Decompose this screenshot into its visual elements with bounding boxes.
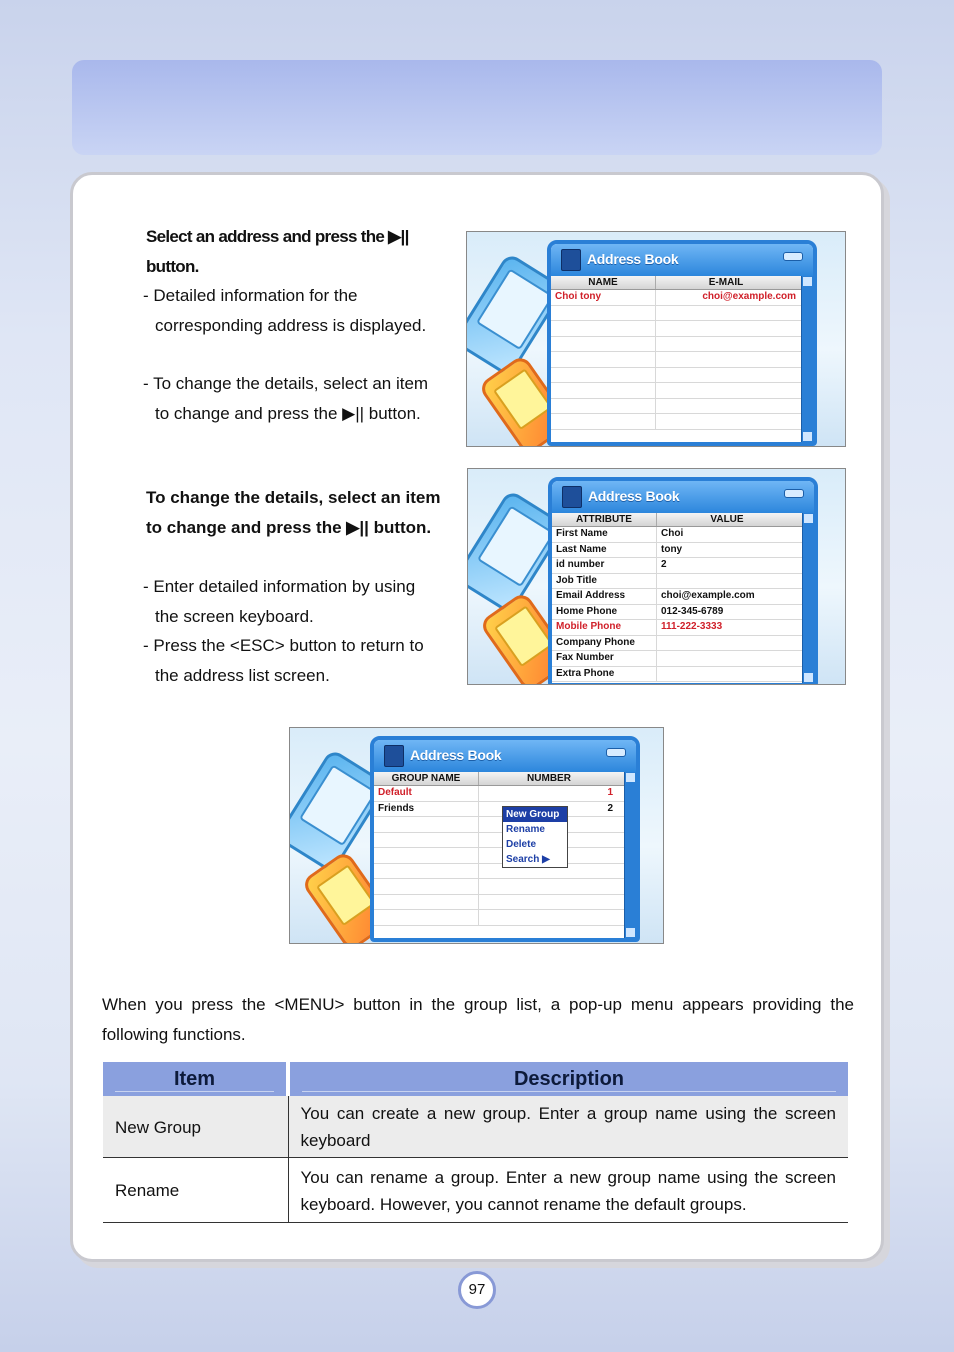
- step-heading-1: Select an address and press the ▶|| button.: [146, 227, 409, 276]
- attribute-cell: Last Name: [552, 543, 657, 558]
- address-book-icon: [562, 486, 582, 508]
- table-row: [103, 1096, 848, 1158]
- intro-paragraph: When you press the <MENU> button in the group list, a pop-up menu appears providing the following functions.: [102, 995, 854, 1044]
- group-popup-menu: [502, 806, 568, 868]
- address-list-screenshot: [466, 231, 846, 447]
- window-title: Address Book: [588, 488, 680, 504]
- minimize-icon: [606, 748, 626, 757]
- value-cell: [657, 667, 661, 682]
- address-book-icon: [384, 745, 404, 767]
- scrollbar: [802, 513, 814, 683]
- value-cell: 111-222-3333: [661, 621, 723, 632]
- table-header-item: Item: [103, 1062, 288, 1096]
- attribute-cell: id number: [552, 558, 657, 573]
- value-cell: 2: [661, 559, 667, 570]
- value-cell: choi@example.com: [661, 590, 755, 601]
- column-header: NAME: [551, 276, 656, 289]
- attribute-cell: Fax Number: [552, 651, 657, 666]
- step-heading-2: To change the details, select an item to change and press the ▶|| button.: [146, 488, 441, 537]
- popup-item-new-group: New Group: [503, 807, 567, 822]
- column-header: VALUE: [710, 514, 744, 525]
- value-cell: Choi: [661, 528, 684, 539]
- function-table: [103, 1062, 848, 1223]
- table-cell-item: Rename: [103, 1158, 288, 1223]
- column-header: GROUP NAME: [374, 772, 479, 785]
- step-bullet-2a: - Enter detailed information by using the screen keyboard.: [143, 577, 416, 626]
- list-cell: choi@example.com: [702, 291, 796, 302]
- group-name-cell: Friends: [374, 802, 479, 817]
- scrollbar: [624, 772, 636, 938]
- value-cell: [657, 574, 661, 589]
- address-detail-screenshot: [467, 468, 846, 685]
- window-title: Address Book: [587, 251, 679, 267]
- table-row: [103, 1158, 848, 1223]
- group-count-cell: 2: [607, 802, 613, 814]
- table-cell-item: New Group: [103, 1096, 288, 1158]
- attribute-cell: Company Phone: [552, 636, 657, 651]
- minimize-icon: [783, 252, 803, 261]
- column-header: NUMBER: [527, 773, 571, 784]
- table-cell-description: You can rename a group. Enter a new group name using the screen keyboard. However, you cannot rename the default groups.: [288, 1158, 848, 1223]
- address-book-window: [548, 477, 818, 685]
- address-book-window: [370, 736, 640, 942]
- value-cell: [657, 651, 661, 666]
- step-bullet-1b: - To change the details, select an item to change and press the ▶|| button.: [143, 374, 429, 423]
- address-book-icon: [561, 249, 581, 271]
- minimize-icon: [784, 489, 804, 498]
- popup-item-delete: Delete: [506, 839, 537, 850]
- column-header: ATTRIBUTE: [552, 513, 657, 526]
- attribute-cell: Email Address: [552, 589, 657, 604]
- step-bullet-2b: - Press the <ESC> button to return to the address list screen.: [143, 636, 424, 685]
- value-cell: [657, 636, 661, 651]
- attribute-cell: Mobile Phone: [552, 620, 657, 635]
- popup-item-rename: Rename: [506, 824, 545, 835]
- page-number: 97: [458, 1271, 496, 1309]
- group-name-cell: Default: [374, 786, 479, 801]
- header-band: [72, 60, 882, 155]
- table-header-description: Description: [288, 1062, 848, 1096]
- attribute-cell: Job Title: [552, 574, 657, 589]
- list-cell: Choi tony: [551, 290, 656, 305]
- attribute-cell: Extra Phone: [552, 667, 657, 682]
- scrollbar: [801, 276, 813, 442]
- popup-item-search: Search ▶: [506, 854, 550, 865]
- column-header: E-MAIL: [708, 277, 744, 288]
- group-count-cell: 1: [607, 787, 613, 798]
- step-bullet-1a: - Detailed information for the corresponding address is displayed.: [143, 286, 427, 335]
- value-cell: tony: [661, 543, 683, 555]
- value-cell: 012-345-6789: [661, 605, 724, 617]
- attribute-cell: First Name: [552, 527, 657, 542]
- group-list-screenshot: [289, 727, 664, 944]
- address-book-window: [547, 240, 817, 446]
- attribute-cell: Home Phone: [552, 605, 657, 620]
- table-cell-description: You can create a new group. Enter a group name using the screen keyboard: [288, 1096, 848, 1158]
- window-title: Address Book: [410, 747, 502, 763]
